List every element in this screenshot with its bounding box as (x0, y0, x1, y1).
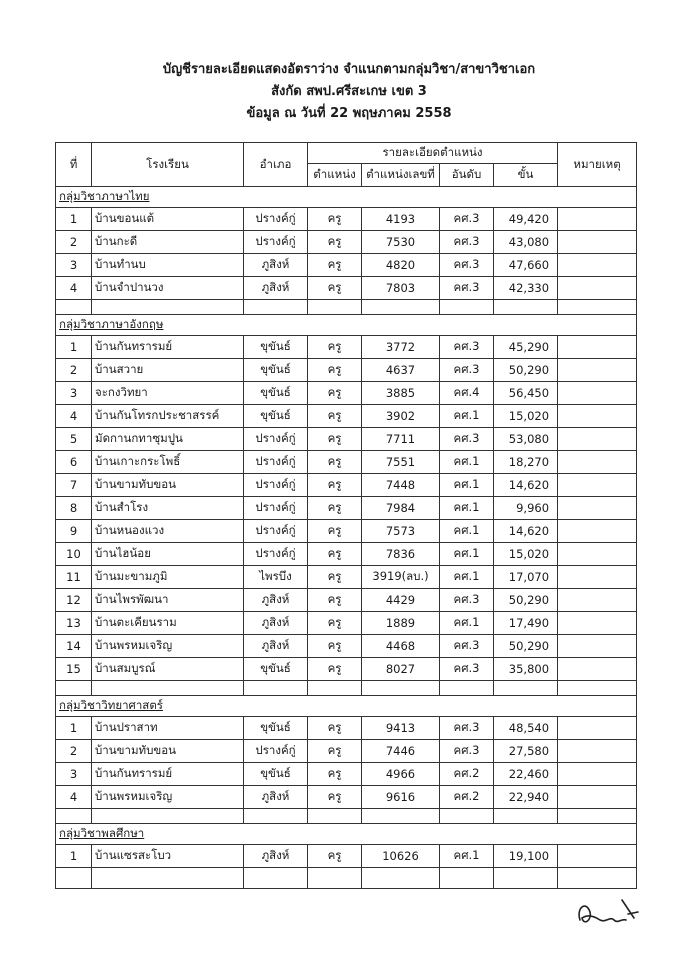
empty-cell (494, 809, 558, 824)
district-name: ไพรบึง (244, 566, 308, 589)
district-name: ภูสิงห์ (244, 277, 308, 300)
position-title: ครู (308, 277, 362, 300)
empty-cell (56, 868, 92, 889)
position-number: 4637 (362, 359, 440, 382)
remark (558, 543, 637, 566)
position-title: ครู (308, 520, 362, 543)
district-name: ปรางค์กู่ (244, 208, 308, 231)
remark (558, 658, 637, 681)
district-name: ภูสิงห์ (244, 635, 308, 658)
table-row (56, 451, 637, 474)
empty-cell (494, 681, 558, 696)
rank: คศ.2 (440, 786, 494, 809)
remark (558, 277, 637, 300)
remark (558, 254, 637, 277)
school-name: บ้านสวาย (92, 359, 244, 382)
remark (558, 497, 637, 520)
salary: 22,460 (494, 763, 558, 786)
school-name: บ้านสมบูรณ์ (92, 658, 244, 681)
remark (558, 451, 637, 474)
table-row (56, 428, 637, 451)
empty-cell (440, 809, 494, 824)
school-name: บ้านมะขามภูมิ (92, 566, 244, 589)
header-district: อำเภอ (244, 143, 308, 187)
district-name: ปรางค์กู่ (244, 231, 308, 254)
rank: คศ.1 (440, 451, 494, 474)
remark (558, 382, 637, 405)
position-number: 7530 (362, 231, 440, 254)
school-name: บ้านกันโทรกประชาสรรค์ (92, 405, 244, 428)
position-number: 1889 (362, 612, 440, 635)
school-name: บ้านไพรพัฒนา (92, 589, 244, 612)
district-name: ขุขันธ์ (244, 382, 308, 405)
school-name: จะกงวิทยา (92, 382, 244, 405)
group-name: กลุ่มวิชาวิทยาศาสตร์ (56, 696, 637, 717)
school-name: บ้านขามทับขอน (92, 740, 244, 763)
table-row (56, 763, 637, 786)
salary: 47,660 (494, 254, 558, 277)
empty-cell (558, 868, 637, 889)
district-name: ขุขันธ์ (244, 717, 308, 740)
position-title: ครู (308, 543, 362, 566)
header-remark: หมายเหตุ (558, 143, 637, 187)
row-number: 1 (56, 717, 92, 740)
empty-cell (244, 868, 308, 889)
school-name: บ้านตะเคียนราม (92, 612, 244, 635)
group-name: กลุ่มวิชาพลศึกษา (56, 824, 637, 845)
school-name: บ้านกันทรารมย์ (92, 763, 244, 786)
salary: 17,490 (494, 612, 558, 635)
group-header-row (56, 315, 637, 336)
row-number: 4 (56, 277, 92, 300)
empty-cell (558, 809, 637, 824)
row-number: 2 (56, 231, 92, 254)
table-row (56, 612, 637, 635)
position-title: ครู (308, 208, 362, 231)
header-salary: ขั้น (494, 164, 558, 187)
rank: คศ.3 (440, 254, 494, 277)
rank: คศ.1 (440, 845, 494, 868)
table-row (56, 786, 637, 809)
district-name: ภูสิงห์ (244, 845, 308, 868)
table-row (56, 845, 637, 868)
empty-cell (440, 300, 494, 315)
remark (558, 635, 637, 658)
school-name: บ้านกันทรารมย์ (92, 336, 244, 359)
position-number: 9413 (362, 717, 440, 740)
position-title: ครู (308, 786, 362, 809)
position-number: 3919(ลบ.) (362, 566, 440, 589)
salary: 9,960 (494, 497, 558, 520)
empty-cell (308, 300, 362, 315)
group-header-row (56, 696, 637, 717)
table-row (56, 382, 637, 405)
district-name: ขุขันธ์ (244, 658, 308, 681)
row-number: 8 (56, 497, 92, 520)
position-number: 4966 (362, 763, 440, 786)
salary: 53,080 (494, 428, 558, 451)
document-title: บัญชีรายละเอียดแสดงอัตราว่าง จำแนกตามกลุ่มวิชา/สาขาวิชาเอก (162, 62, 536, 77)
row-number: 1 (56, 208, 92, 231)
school-name: มัดกานกทาซุมปูน (92, 428, 244, 451)
row-number: 10 (56, 543, 92, 566)
remark (558, 474, 637, 497)
remark (558, 740, 637, 763)
school-name: บ้านแซรสะโบว (92, 845, 244, 868)
row-number: 1 (56, 845, 92, 868)
school-name: บ้านเกาะกระโพธิ์ (92, 451, 244, 474)
position-number: 7711 (362, 428, 440, 451)
empty-cell (494, 868, 558, 889)
district-name: ขุขันธ์ (244, 336, 308, 359)
district-name: ปรางค์กู่ (244, 497, 308, 520)
district-name: ภูสิงห์ (244, 254, 308, 277)
position-number: 7448 (362, 474, 440, 497)
row-number: 2 (56, 740, 92, 763)
position-title: ครู (308, 717, 362, 740)
position-title: ครู (308, 359, 362, 382)
salary: 56,450 (494, 382, 558, 405)
position-title: ครู (308, 254, 362, 277)
remark (558, 336, 637, 359)
row-number: 3 (56, 382, 92, 405)
vacancy-table (55, 142, 637, 889)
empty-cell (56, 300, 92, 315)
header-no: ที่ (56, 143, 92, 187)
position-number: 4429 (362, 589, 440, 612)
school-name: บ้านขอนแต้ (92, 208, 244, 231)
office-line: สังกัด สพป.ศรีสะเกษ เขต 3 (271, 84, 427, 99)
empty-cell (244, 809, 308, 824)
remark (558, 566, 637, 589)
salary: 50,290 (494, 359, 558, 382)
rank: คศ.1 (440, 520, 494, 543)
group-name: กลุ่มวิชาภาษาไทย (56, 187, 637, 208)
position-title: ครู (308, 336, 362, 359)
header-details: รายละเอียดตำแหน่ง (308, 143, 558, 164)
group-header-row (56, 824, 637, 845)
remark (558, 717, 637, 740)
position-title: ครู (308, 845, 362, 868)
empty-cell (92, 300, 244, 315)
salary: 35,800 (494, 658, 558, 681)
district-name: ภูสิงห์ (244, 612, 308, 635)
position-title: ครู (308, 405, 362, 428)
position-title: ครู (308, 589, 362, 612)
salary: 50,290 (494, 635, 558, 658)
district-name: ปรางค์กู่ (244, 451, 308, 474)
table-row (56, 543, 637, 566)
position-number: 7446 (362, 740, 440, 763)
position-number: 7551 (362, 451, 440, 474)
salary: 42,330 (494, 277, 558, 300)
salary: 43,080 (494, 231, 558, 254)
position-title: ครู (308, 428, 362, 451)
table-row (56, 336, 637, 359)
table-row (56, 658, 637, 681)
position-title: ครู (308, 497, 362, 520)
position-number: 9616 (362, 786, 440, 809)
position-number: 7836 (362, 543, 440, 566)
district-name: ปรางค์กู่ (244, 520, 308, 543)
remark (558, 845, 637, 868)
table-row (56, 497, 637, 520)
header-position: ตำแหน่ง (308, 164, 362, 187)
school-name: บ้านพรหมเจริญ (92, 786, 244, 809)
empty-cell (308, 809, 362, 824)
position-number: 7573 (362, 520, 440, 543)
empty-cell (494, 300, 558, 315)
school-name: บ้านสำโรง (92, 497, 244, 520)
empty-cell (362, 809, 440, 824)
row-number: 15 (56, 658, 92, 681)
position-title: ครู (308, 231, 362, 254)
position-title: ครู (308, 740, 362, 763)
blank-row (56, 868, 637, 889)
empty-cell (308, 681, 362, 696)
salary: 48,540 (494, 717, 558, 740)
rank: คศ.3 (440, 359, 494, 382)
rank: คศ.3 (440, 658, 494, 681)
salary: 27,580 (494, 740, 558, 763)
position-title: ครู (308, 382, 362, 405)
empty-cell (244, 681, 308, 696)
empty-cell (558, 300, 637, 315)
position-title: ครู (308, 566, 362, 589)
district-name: ขุขันธ์ (244, 763, 308, 786)
salary: 50,290 (494, 589, 558, 612)
salary: 15,020 (494, 543, 558, 566)
table-row (56, 277, 637, 300)
empty-cell (440, 681, 494, 696)
district-name: ปรางค์กู่ (244, 474, 308, 497)
rank: คศ.1 (440, 405, 494, 428)
salary: 15,020 (494, 405, 558, 428)
empty-cell (308, 868, 362, 889)
district-name: ปรางค์กู่ (244, 543, 308, 566)
table-row (56, 208, 637, 231)
rank: คศ.3 (440, 635, 494, 658)
rank: คศ.2 (440, 763, 494, 786)
table-row (56, 520, 637, 543)
row-number: 3 (56, 763, 92, 786)
rank: คศ.3 (440, 277, 494, 300)
empty-cell (362, 868, 440, 889)
table-row (56, 635, 637, 658)
empty-cell (558, 681, 637, 696)
position-number: 4820 (362, 254, 440, 277)
district-name: ขุขันธ์ (244, 405, 308, 428)
salary: 14,620 (494, 474, 558, 497)
position-title: ครู (308, 474, 362, 497)
table-row (56, 254, 637, 277)
empty-cell (440, 868, 494, 889)
rank: คศ.1 (440, 497, 494, 520)
salary: 49,420 (494, 208, 558, 231)
salary: 14,620 (494, 520, 558, 543)
group-header-row (56, 187, 637, 208)
rank: คศ.3 (440, 231, 494, 254)
rank: คศ.3 (440, 428, 494, 451)
salary: 22,940 (494, 786, 558, 809)
rank: คศ.1 (440, 566, 494, 589)
empty-cell (92, 809, 244, 824)
remark (558, 520, 637, 543)
district-name: ภูสิงห์ (244, 589, 308, 612)
row-number: 6 (56, 451, 92, 474)
spacer-row (56, 809, 637, 824)
rank: คศ.3 (440, 208, 494, 231)
remark (558, 231, 637, 254)
empty-cell (92, 681, 244, 696)
table-row (56, 740, 637, 763)
school-name: บ้านทำนบ (92, 254, 244, 277)
table-row (56, 566, 637, 589)
rank: คศ.1 (440, 612, 494, 635)
position-number: 4468 (362, 635, 440, 658)
row-number: 9 (56, 520, 92, 543)
group-name: กลุ่มวิชาภาษาอังกฤษ (56, 315, 637, 336)
position-number: 7984 (362, 497, 440, 520)
row-number: 4 (56, 786, 92, 809)
empty-cell (362, 300, 440, 315)
school-name: บ้านไฮน้อย (92, 543, 244, 566)
school-name: บ้านขามทับขอน (92, 474, 244, 497)
row-number: 12 (56, 589, 92, 612)
district-name: ขุขันธ์ (244, 359, 308, 382)
rank: คศ.3 (440, 717, 494, 740)
salary: 45,290 (494, 336, 558, 359)
row-number: 7 (56, 474, 92, 497)
position-title: ครู (308, 635, 362, 658)
row-number: 1 (56, 336, 92, 359)
position-number: 3902 (362, 405, 440, 428)
remark (558, 428, 637, 451)
signature (572, 890, 642, 932)
position-number: 8027 (362, 658, 440, 681)
empty-cell (92, 868, 244, 889)
remark (558, 208, 637, 231)
position-number: 3885 (362, 382, 440, 405)
remark (558, 589, 637, 612)
position-title: ครู (308, 763, 362, 786)
rank: คศ.1 (440, 543, 494, 566)
remark (558, 763, 637, 786)
row-number: 14 (56, 635, 92, 658)
header-school: โรงเรียน (92, 143, 244, 187)
district-name: ปรางค์กู่ (244, 428, 308, 451)
district-name: ปรางค์กู่ (244, 740, 308, 763)
table-row (56, 474, 637, 497)
row-number: 3 (56, 254, 92, 277)
table-body (56, 187, 637, 889)
remark (558, 612, 637, 635)
rank: คศ.4 (440, 382, 494, 405)
row-number: 11 (56, 566, 92, 589)
position-title: ครู (308, 612, 362, 635)
salary: 18,270 (494, 451, 558, 474)
position-number: 10626 (362, 845, 440, 868)
row-number: 4 (56, 405, 92, 428)
remark (558, 786, 637, 809)
date-line: ข้อมูล ณ วันที่ 22 พฤษภาคม 2558 (246, 106, 452, 121)
school-name: บ้านจำปานวง (92, 277, 244, 300)
district-name: ภูสิงห์ (244, 786, 308, 809)
table-row (56, 231, 637, 254)
row-number: 5 (56, 428, 92, 451)
position-number: 4193 (362, 208, 440, 231)
spacer-row (56, 300, 637, 315)
position-number: 3772 (362, 336, 440, 359)
header-rank: อันดับ (440, 164, 494, 187)
table-row (56, 405, 637, 428)
school-name: บ้านกะดี (92, 231, 244, 254)
salary: 19,100 (494, 845, 558, 868)
school-name: บ้านพรหมเจริญ (92, 635, 244, 658)
school-name: บ้านปราสาท (92, 717, 244, 740)
remark (558, 359, 637, 382)
rank: คศ.1 (440, 474, 494, 497)
position-number: 7803 (362, 277, 440, 300)
rank: คศ.3 (440, 740, 494, 763)
position-title: ครู (308, 658, 362, 681)
empty-cell (362, 681, 440, 696)
school-name: บ้านหนองแวง (92, 520, 244, 543)
empty-cell (56, 681, 92, 696)
salary: 17,070 (494, 566, 558, 589)
row-number: 2 (56, 359, 92, 382)
spacer-row (56, 681, 637, 696)
header-position-number: ตำแหน่งเลขที่ (362, 164, 440, 187)
position-title: ครู (308, 451, 362, 474)
table-row (56, 359, 637, 382)
empty-cell (244, 300, 308, 315)
remark (558, 405, 637, 428)
empty-cell (56, 809, 92, 824)
rank: คศ.3 (440, 589, 494, 612)
rank: คศ.3 (440, 336, 494, 359)
row-number: 13 (56, 612, 92, 635)
table-row (56, 589, 637, 612)
table-row (56, 717, 637, 740)
